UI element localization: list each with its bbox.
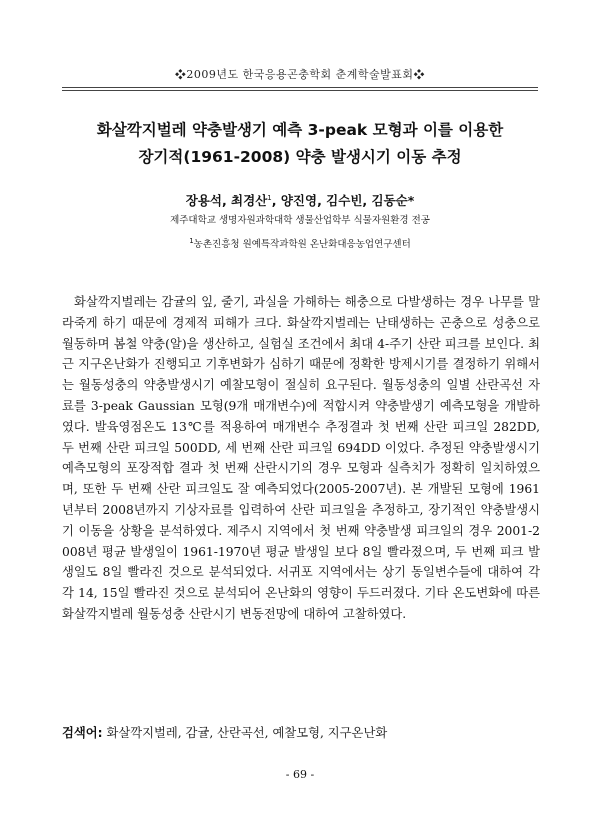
abstract-body: 화살깍지벌레는 감귤의 잎, 줄기, 과실을 가해하는 해충으로 다발생하는 경우 나무를 말라죽게 하기 때문에 경제적 피해가 크다. 화살깍지벌레는 난태생하는 곤충으로 성충으로 월동하며 봄철 약충(알)을 생산하고, 실험실 조건에서 최대 4-주기 산란 피크를 보인다. 최근 지구온난화가 진행되고 기후변화가 심하기 때문에 정확한 방제시기를 결정하기 위해서는 월동성충의 약충발생시기 예찰모형이 절실히 요구된다. 월동성충의 일별 산란곡선 자료를 3-peak Gaussian 모형(9개 매개변수)에 적합시켜 약충발생기 예측모형을 개발하였다. 발육영점온도 13℃를 적용하여 매개변수 추정결과 첫 번째 산란 피크일 282DD, 두 번째 산란 피크일 500DD, 세 번째 산란 피크일 694DD 이었다. 추정된 약충발생시기 예측모형의 포장적합 결과 첫 번째 산란시기의 경우 모형과 실측치가 정확히 일치하였으며, 또한 두 번째 산란 피크일도 잘 예측되었다(2005-2007년). 본 개발된 모형에 1961년부터 2008년까지 기상자료를 입력하여 산란 피크일을 추정하고, 장기적인 약충발생시기 이동을 상황을 분석하였다. 제주시 지역에서 첫 번째 약충발생 피크일의 경우 2001-2008년 평균 발생일이 1961-1970년 평균 발생일 보다 8일 빨라졌으며, 두 번째 피크 발생일도 8일 빨라진 것으로 분석되었다. 서귀포 지역에서는 상기 동일변수들에 대하여 각각 14, 15일 빨라진 것으로 분석되어 온난화의 영향이 두드러졌다. 기타 온도변화에 따른 화살깍지벌레 월동성충 산란시기 변동전망에 대하여 고찰하였다. — [62, 295, 540, 621]
authors-part-1: 장용석, 최경산 — [185, 193, 268, 209]
keywords-label: 검색어: — [62, 726, 103, 740]
paper-title-line-1: 화살깍지벌레 약충발생기 예측 3-peak 모형과 이를 이용한 — [96, 121, 504, 139]
affiliation-2 — [62, 234, 538, 252]
page-number: - 69 - — [285, 768, 315, 781]
affiliation-2-marker: 1 — [189, 237, 194, 245]
author-affiliation-marker: 1 — [267, 194, 272, 202]
header-divider-bottom — [62, 90, 538, 91]
affiliation-1: 제주대학교 생명자원과학대학 생물산업학부 식물자원환경 전공 — [170, 215, 430, 226]
affiliation-2-text: 농촌진흥청 원예특작과학원 온난화대응농업연구센터 — [193, 239, 411, 251]
author-list — [62, 189, 538, 210]
keywords-list: 화살깍지벌레, 감귤, 산란곡선, 예찰모형, 지구온난화 — [102, 726, 388, 740]
keywords-line — [62, 724, 538, 742]
header-divider-top — [62, 87, 538, 88]
authors-part-2: , 양진영, 김수빈, 김동순* — [271, 193, 415, 209]
conference-header: ❖2009년도 한국응용곤충학회 춘계학술발표회❖ — [174, 68, 426, 81]
paper-title-line-2: 장기적(1961-2008) 약충 발생시기 이동 추정 — [138, 148, 462, 166]
